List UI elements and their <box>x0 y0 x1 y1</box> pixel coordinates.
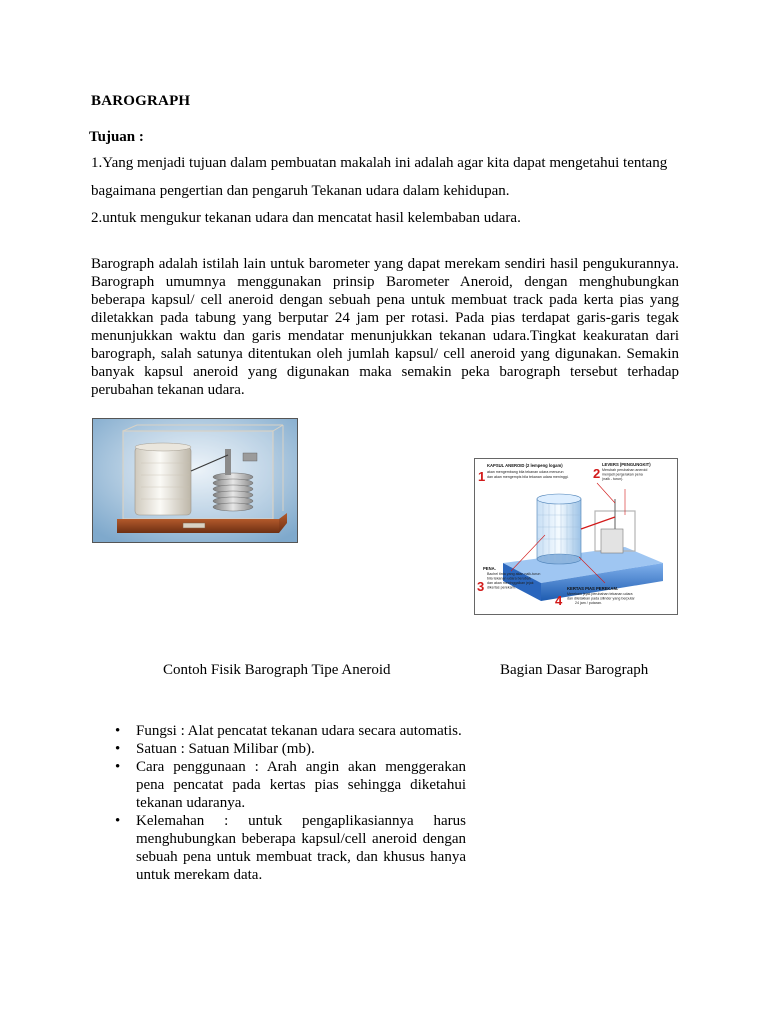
tujuan-line-1: 1.Yang menjadi tujuan dalam pembuatan makalah ini adalah agar kita dapat mengetahui tentang <box>91 155 668 171</box>
list-item <box>115 812 466 884</box>
kapsul-title: KAPSUL ANEROID (2 lempeng logam) <box>487 463 563 468</box>
list-item-text: Fungsi : Alat pencatat tekanan udara secara automatis. <box>136 723 462 739</box>
pena-line-3: dan akan meninggalkan jejak <box>487 581 534 585</box>
barograph-photo <box>92 418 298 543</box>
kertas-line-2: dan diletakkan pada silinder yang berputar <box>567 596 635 601</box>
description-paragraph: Barograph adalah istilah lain untuk barometer yang dapat merekam sendiri hasil pengukurannya. Barograph umumnya menggunakan prinsip Barometer Aneroid, dengan menghubungkan beberapa kapsul/ cell aneroid dengan sebuah pena untuk membuat track pada kerta pias yang diletakkan pada tabung yang berputar 24 jam per rotasi. Pada pias terdapat garis-garis tegak menunjukkan waktu dan garis mendatar menunjukkan tekanan udara.Tingkat keakuratan dari barograph, salah satunya ditentukan oleh jumlah kapsul/ cell aneroid yang digunakan. Semakin banyak kapsul aneroid yang digunakan maka semakin peka barograph tersebut terhadap perubahan tekanan udara. <box>91 256 679 398</box>
bullet-marker: • <box>115 723 121 739</box>
pena-line-4: dikertas perekam. <box>487 585 516 590</box>
kertas-line-1: Merekam jejak perubahan tekanan udara <box>567 592 633 596</box>
tujuan-line-3: 2.untuk mengukur tekanan udara dan mencatat hasil kelembaban udara. <box>91 210 521 226</box>
list-item <box>115 758 466 812</box>
diagram-number-1: 1 <box>478 469 486 484</box>
barograph-photo-illustration <box>93 419 298 543</box>
levers-line-1: Merubah perubahan aneroid <box>602 468 648 472</box>
kertas-title: KERTAS PIAS PEREKAM. <box>567 586 619 591</box>
kertas-line-3: 24 jam / putaran. <box>575 601 602 605</box>
bullet-marker: • <box>115 741 121 757</box>
diagram-number-2: 2 <box>593 466 601 481</box>
list-item <box>115 722 466 740</box>
diagram-number-4: 4 <box>555 593 563 608</box>
levers-line-2: menjadi pergerakan pena <box>602 472 643 477</box>
tujuan-line-2: bagaimana pengertian dan pengaruh Tekanan udara dalam kehidupan. <box>91 183 510 199</box>
feature-list <box>115 722 466 884</box>
photo-caption: Contoh Fisik Barograph Tipe Aneroid <box>163 662 391 678</box>
pena-line-2: bila tekanan udara berubah <box>487 576 531 581</box>
list-item <box>115 740 466 758</box>
bullet-marker: • <box>115 813 121 829</box>
pena-title: PENA. <box>483 566 496 571</box>
list-item-text: Cara penggunaan : Arah angin akan menggerakan pena pencatat pada kertas pias sehingga diketahui tekanan udaranya. <box>136 759 466 811</box>
pena-line-1: Bachel tinta yang akan naik-turun <box>487 572 541 576</box>
bullet-marker: • <box>115 759 121 775</box>
tujuan-label: Tujuan : <box>89 129 144 145</box>
levers-line-3: (naik - turun). <box>602 477 624 481</box>
levers-title: LEVERS (PENGUNGKIT) <box>602 462 651 467</box>
kapsul-line-1: akan mengembang bila tekanan udara menurun <box>487 470 564 474</box>
kapsul-line-2: dan akan mengempis bila tekanan udara meninggi. <box>487 475 569 479</box>
barograph-diagram-illustration <box>475 459 678 615</box>
page-title: BAROGRAPH <box>91 93 191 109</box>
list-item-text: Satuan : Satuan Milibar (mb). <box>136 741 315 757</box>
diagram-caption: Bagian Dasar Barograph <box>500 662 649 678</box>
list-item-text: Kelemahan : untuk pengaplikasiannya harus menghubungkan beberapa kapsul/cell aneroid dengan sebuah pena untuk membuat track, dan khusus hanya untuk merekam data. <box>136 813 466 883</box>
barograph-parts-diagram <box>474 458 678 615</box>
diagram-number-3: 3 <box>477 579 485 594</box>
